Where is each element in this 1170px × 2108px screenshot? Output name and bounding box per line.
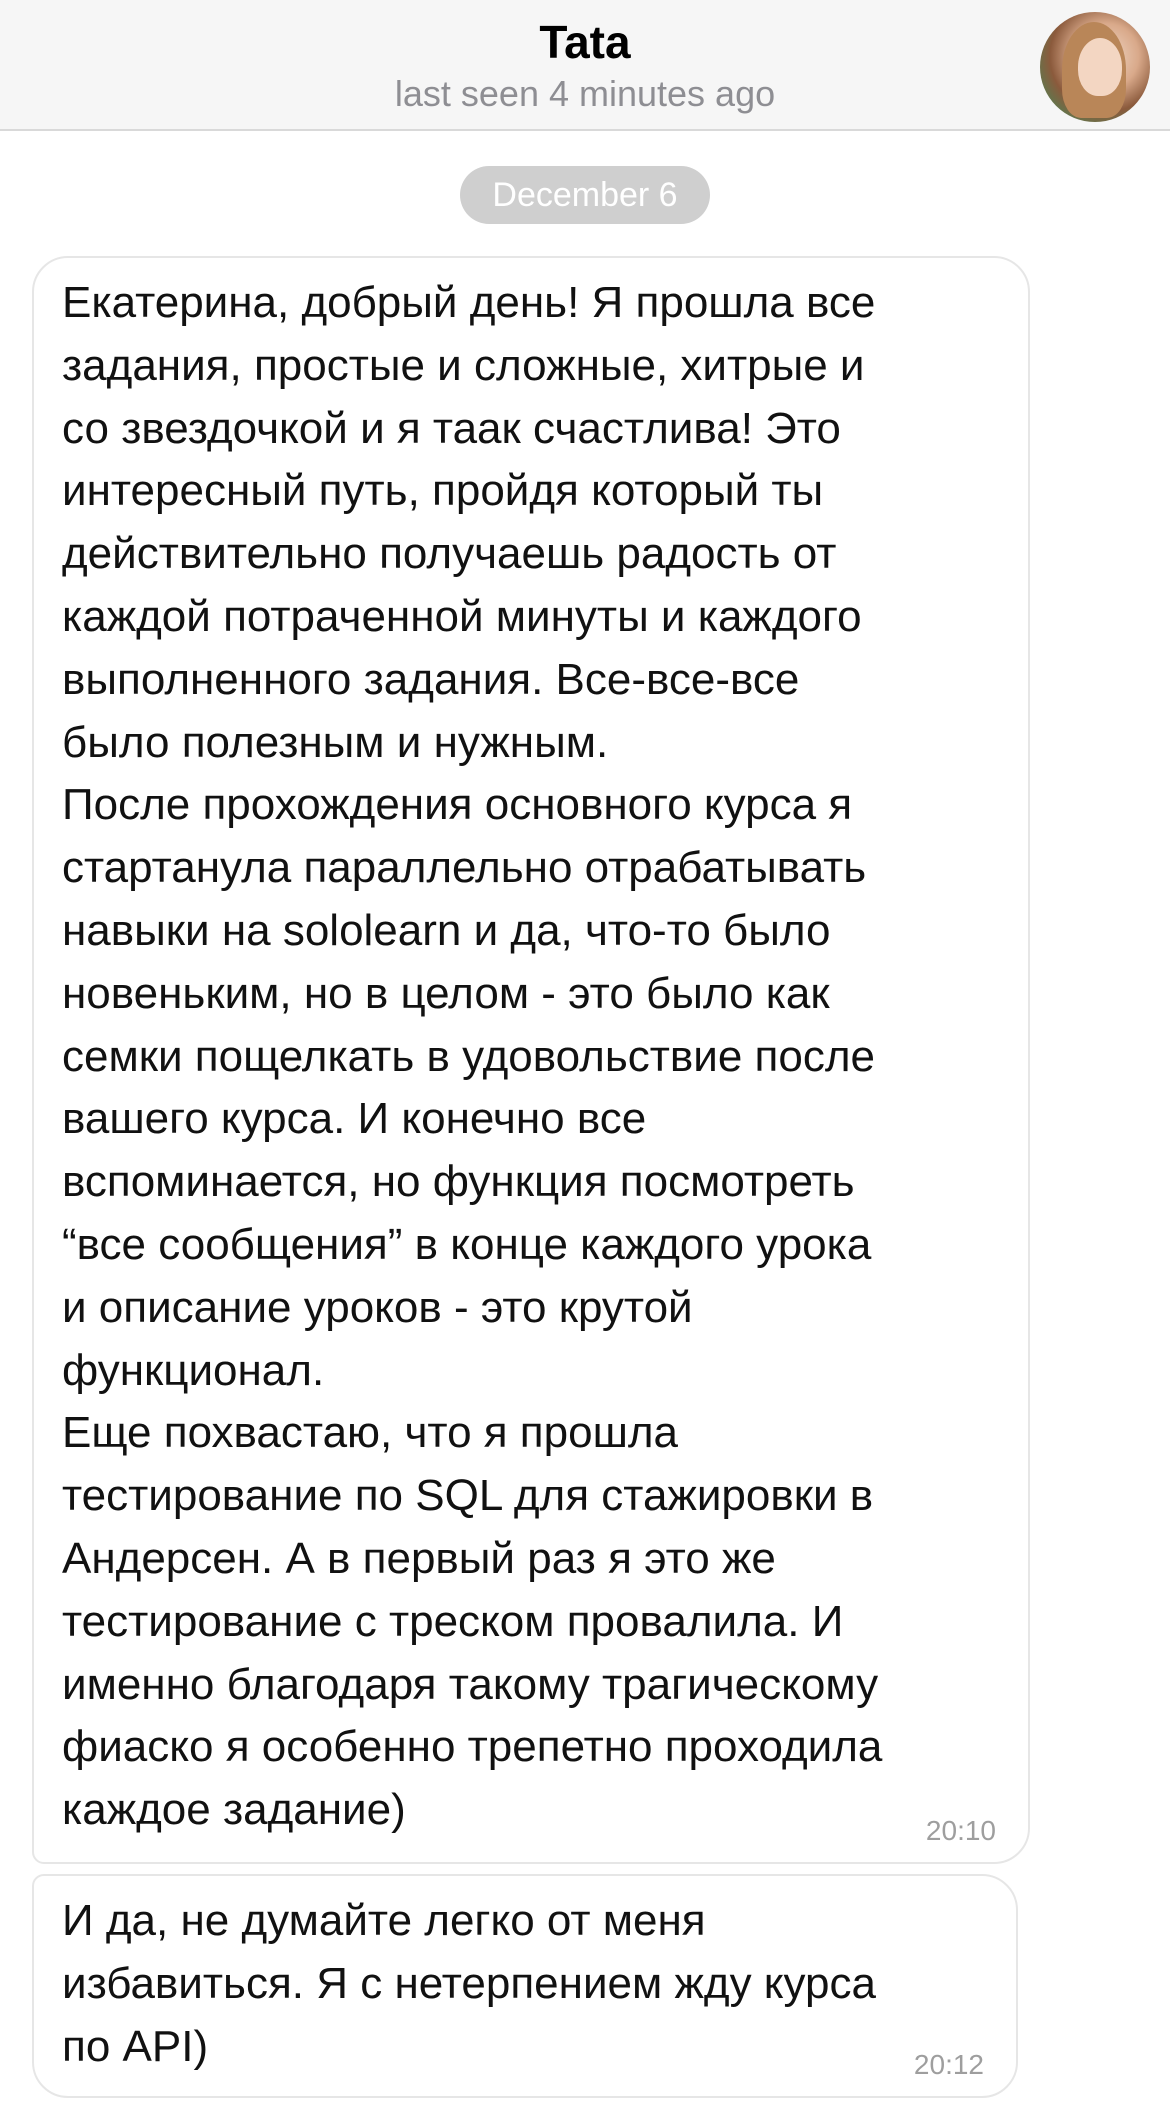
message-time: 20:10: [925, 1815, 996, 1846]
contact-name[interactable]: Tata: [539, 16, 631, 68]
message-bubble[interactable]: [32, 1874, 1018, 2098]
last-seen-status: last seen 4 minutes ago: [394, 73, 776, 114]
message-time: 20:12: [913, 2049, 984, 2080]
message-text: И да, не думайте легко от меня избавиться. Я с нетерпением жду курса по API): [62, 1896, 876, 2071]
contact-avatar-icon[interactable]: [1040, 12, 1150, 122]
date-separator: December 6: [460, 166, 710, 224]
avatar-face: [1078, 38, 1122, 96]
message-bubble[interactable]: [32, 256, 1030, 1864]
chat-header: [0, 0, 1170, 131]
message-text: Екатерина, добрый день! Я прошла все задания, простые и сложные, хитрые и со звездочкой и я таак счастлива! Это интересный путь, пройдя который ты действительно получаешь радость от каждой потраченной минуты и каждого выполненного задания. Все-все-все было полезным и нужным. После прохождения основного курса я стартанула параллельно отрабатывать навыки на sololearn и да, что-то было новеньким, но в целом - это было как семки пощелкать в удовольствие после вашего курса. И конечно все вспоминается, но функция посмотреть “все сообщения” в конце каждого урока и описание уроков - это крутой функционал. Еще похвастаю, что я прошла тестирование по SQL для стажировки в Андерсен. А в первый раз я это же тестирование с треском провалила. И именно благодаря такому трагическому фиаско я особенно трепетно проходила каждое задание): [62, 278, 883, 1835]
